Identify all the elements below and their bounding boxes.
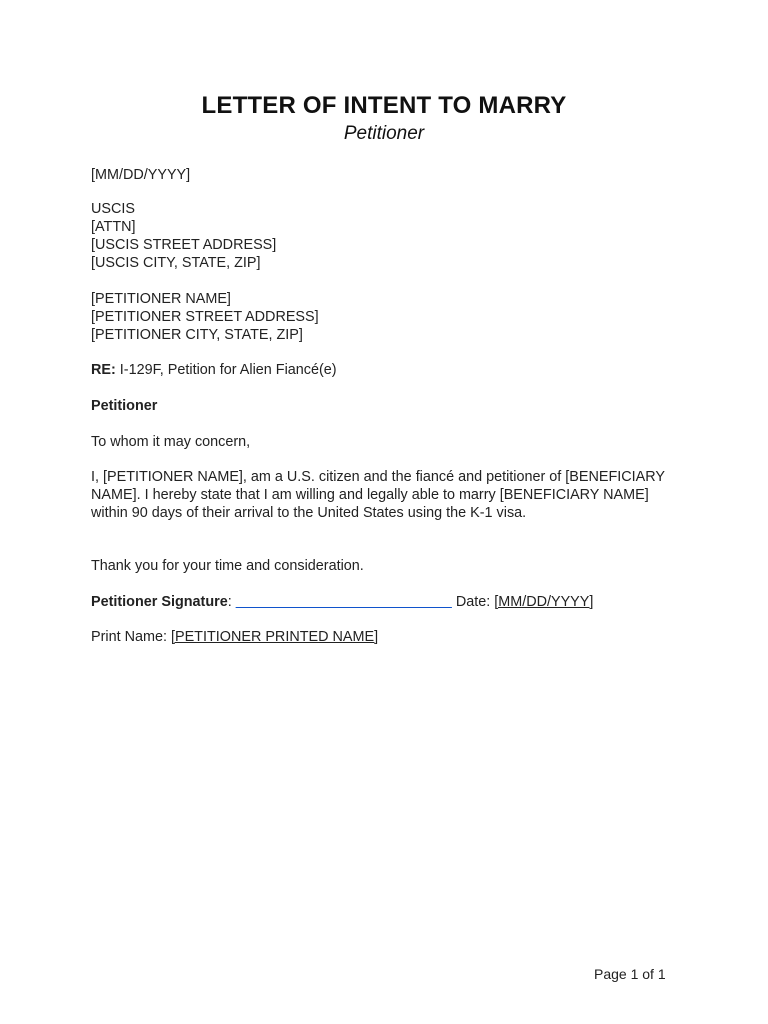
page-number: Page 1 of 1 <box>594 966 666 982</box>
signature-line[interactable]: ___________________________ <box>235 594 452 610</box>
signature-date-value[interactable]: [MM/DD/YYYY] <box>494 594 594 610</box>
recipient-city: [USCIS CITY, STATE, ZIP] <box>91 255 261 271</box>
recipient-address <box>91 200 691 272</box>
sender-street: [PETITIONER STREET ADDRESS] <box>91 309 319 325</box>
salutation-block <box>91 433 691 451</box>
print-name-row <box>91 628 691 646</box>
re-label: RE: <box>91 362 116 378</box>
document-subtitle: Petitioner <box>343 123 425 144</box>
closing-block <box>91 557 691 575</box>
closing: Thank you for your time and consideration. <box>91 558 364 574</box>
date-block <box>91 166 691 184</box>
re-text: I-129F, Petition for Alien Fiancé(e) <box>115 362 337 378</box>
body-paragraph: I, [PETITIONER NAME], am a U.S. citizen and the fiancé and petitioner of [BENEFICIARY NAME]. I hereby state that I am willing and legally able to marry [BENEFICIARY NAME] within 90 days of their arrival to the United States using the K-1 visa. <box>91 469 665 521</box>
recipient-street: [USCIS STREET ADDRESS] <box>91 237 277 253</box>
signature-label: Petitioner Signature <box>91 594 228 610</box>
section-heading-block <box>91 397 691 415</box>
signature-colon: : <box>227 594 236 610</box>
print-name-label: Print Name: <box>91 629 171 645</box>
signature-row <box>91 593 691 611</box>
section-heading: Petitioner <box>91 398 158 414</box>
recipient-org: USCIS <box>91 201 135 217</box>
recipient-attn: [ATTN] <box>91 219 136 235</box>
sender-name: [PETITIONER NAME] <box>91 291 231 307</box>
date-placeholder: [MM/DD/YYYY] <box>91 167 191 183</box>
print-name-value[interactable]: [PETITIONER PRINTED NAME] <box>170 629 379 645</box>
date-label: Date: <box>451 594 495 610</box>
re-line <box>91 361 691 379</box>
salutation: To whom it may concern, <box>91 434 251 450</box>
sender-address <box>91 290 691 344</box>
sender-city: [PETITIONER CITY, STATE, ZIP] <box>91 327 303 343</box>
document-title: LETTER OF INTENT TO MARRY <box>201 92 567 119</box>
